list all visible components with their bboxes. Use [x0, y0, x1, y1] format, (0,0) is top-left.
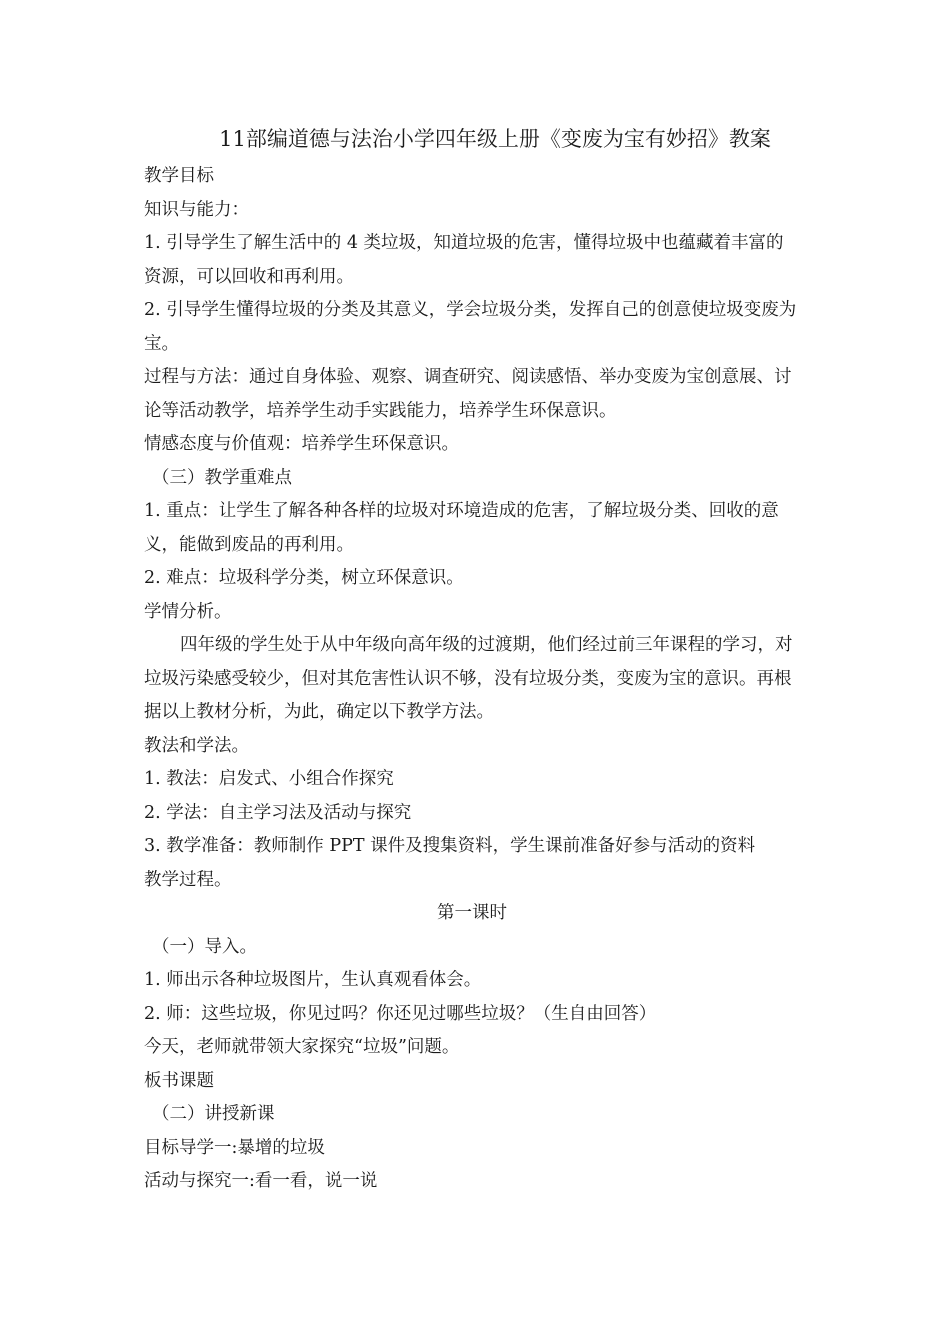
heading-teaching-methods: 教法和学法。: [144, 735, 249, 756]
paragraph-intro-1: 1. 师出示各种垃圾图片，生认真观看体会。: [144, 970, 482, 990]
paragraph-goal-guide-1: 目标导学一:暴增的垃圾: [144, 1137, 325, 1158]
paragraph-difficult-point: 2. 难点：垃圾科学分类，树立环保意识。: [144, 568, 464, 588]
document-title: 11部编道德与法治小学四年级上册《变废为宝有妙招》教案: [219, 127, 771, 151]
heading-new-lesson: （二）讲授新课: [152, 1104, 275, 1124]
paragraph-student-analysis: 四年级的学生处于从中年级向高年级的过渡期，他们经过前三年课程的学习，对垃圾污染感受较少，但对其危害性认识不够，没有垃圾分类，变废为宝的意识。再根据以上教材分析，为此，确定以下教学方法。: [144, 635, 793, 722]
heading-first-lesson: 第一课时: [437, 903, 507, 923]
paragraph-emotion-values: 情感态度与价值观：培养学生环保意识。: [144, 434, 459, 454]
paragraph-teaching-method: 1. 教法：启发式、小组合作探究: [144, 769, 394, 789]
heading-knowledge-ability: 知识与能力：: [144, 199, 249, 220]
paragraph-learning-method: 2. 学法：自主学习法及活动与探究: [144, 802, 412, 823]
paragraph-key-point: 1. 重点：让学生了解各种各样的垃圾对环境造成的危害，了解垃圾分类、回收的意义，能做到废品的再利用。: [144, 501, 779, 555]
paragraph-teaching-preparation: 3. 教学准备：教师制作 PPT 课件及搜集资料，学生课前准备好参与活动的资料: [144, 836, 756, 856]
heading-key-difficult-points: （三）教学重难点: [152, 467, 292, 488]
paragraph-goal-2: 2. 引导学生懂得垃圾的分类及其意义，学会垃圾分类，发挥自己的创意使垃圾变废为宝。: [144, 300, 797, 354]
heading-introduction: （一）导入。: [152, 936, 257, 957]
paragraph-goal-1: 1. 引导学生了解生活中的 4 类垃圾，知道垃圾的危害，懂得垃圾中也蕴藏着丰富的资源，可以回收和再利用。: [144, 233, 784, 287]
paragraph-activity-1: 活动与探究一:看一看，说一说: [144, 1171, 378, 1191]
heading-teaching-process: 教学过程。: [144, 869, 232, 890]
paragraph-process-method: 过程与方法：通过自身体验、观察、调查研究、阅读感悟、举办变废为宝创意展、讨论等活动教学，培养学生动手实践能力，培养学生环保意识。: [144, 367, 792, 421]
heading-student-analysis: 学情分析。: [144, 601, 232, 622]
heading-teaching-goals: 教学目标: [144, 166, 214, 186]
paragraph-intro-2: 2. 师：这些垃圾，你见过吗？你还见过哪些垃圾？（生自由回答）: [144, 1003, 657, 1024]
document-body: [144, 160, 800, 1199]
paragraph-board-title: 板书课题: [144, 1070, 214, 1091]
paragraph-intro-3: 今天，老师就带领大家探究“垃圾”问题。: [144, 1037, 460, 1057]
